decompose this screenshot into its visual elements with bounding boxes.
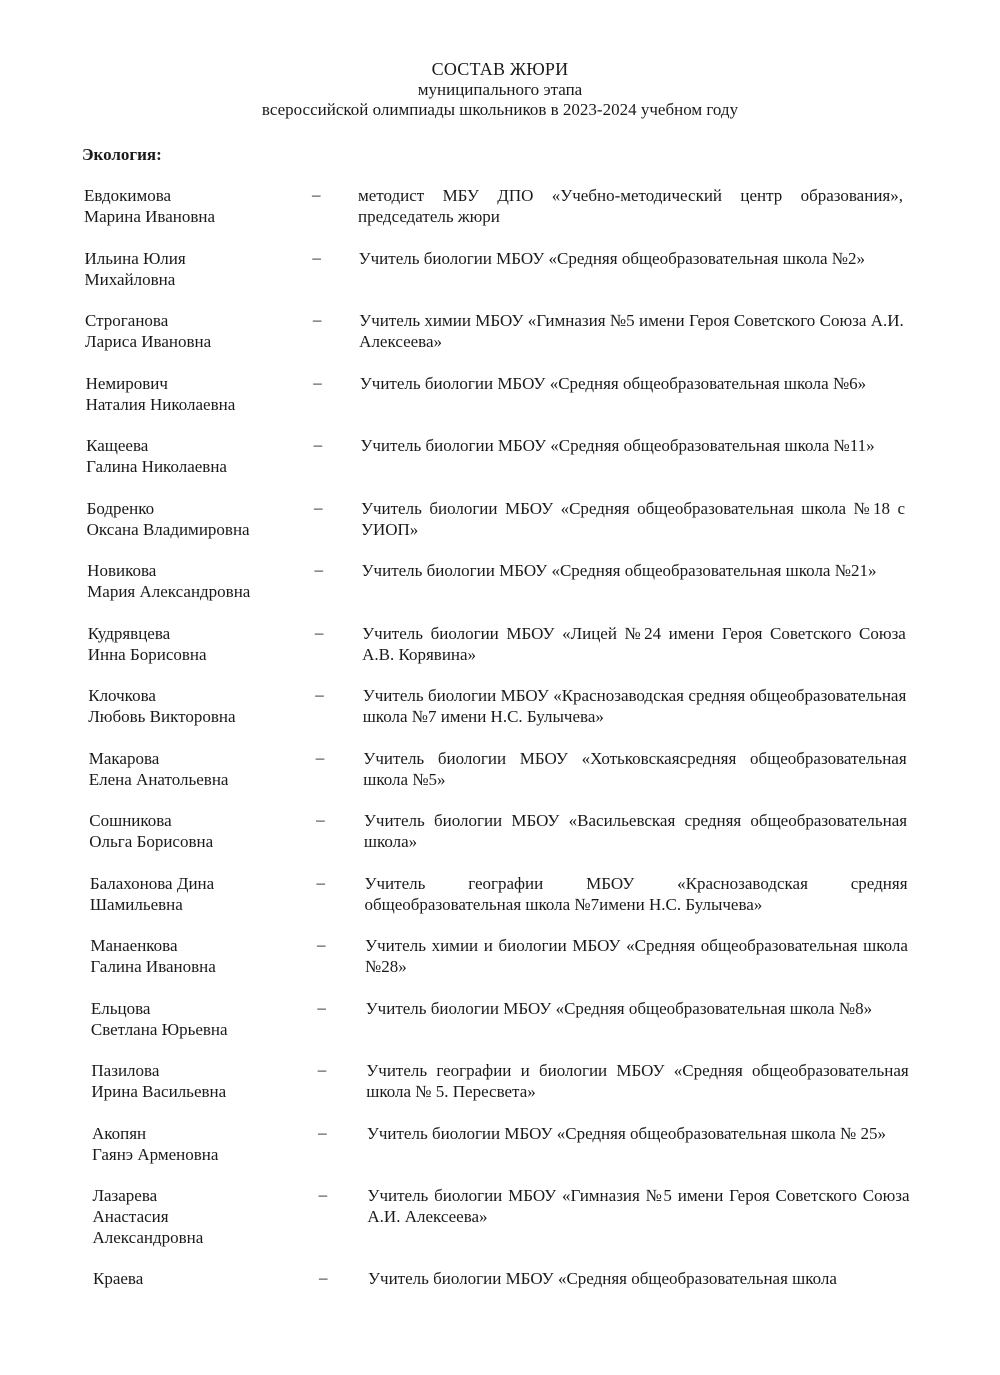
member-name-line: Кащеева: [86, 436, 149, 455]
member-name-line: Елена Анатольевна: [88, 770, 229, 789]
member-name: [90, 873, 320, 915]
member-role: Учитель биологии МБОУ «Краснозаводская средняя общеобразовательная школа №7 имени Н.С. Булычева»: [362, 686, 907, 726]
jury-member: [0, 248, 1000, 308]
member-name: [86, 435, 316, 477]
jury-member: [0, 998, 1000, 1058]
member-role: Учитель биологии МБОУ «Средняя общеобразовательная школа №8»: [365, 999, 873, 1018]
member-name-line: Евдокимова: [84, 186, 172, 205]
dash-separator: –: [316, 873, 326, 892]
dash-separator: –: [312, 310, 322, 329]
member-name: [91, 1060, 321, 1102]
member-role: Учитель биологии МБОУ «Средняя общеобразовательная школа №11»: [360, 436, 875, 455]
jury-member: [0, 1185, 1000, 1245]
member-name: [93, 1268, 323, 1289]
member-name-line: Балахонова Дина: [89, 874, 215, 893]
member-name-line: Макарова: [88, 749, 160, 768]
member-name: [92, 1123, 322, 1165]
member-name-line: Бодренко: [86, 499, 155, 518]
member-role: Учитель географии и биологии МБОУ «Средняя общеобразовательная школа № 5. Пересвета»: [366, 1061, 909, 1101]
jury-member: [0, 1268, 1000, 1328]
jury-member: [0, 935, 1000, 995]
dash-separator: –: [313, 435, 323, 454]
member-role: Учитель географии МБОУ «Краснозаводская средняя общеобразовательная школа №7имени Н.С. Булычева»: [364, 874, 908, 914]
member-name-line: Ольга Борисовна: [89, 832, 214, 851]
member-role: Учитель биологии МБОУ «Средняя общеобразовательная школа №21»: [361, 561, 877, 580]
dash-separator: –: [312, 185, 321, 204]
member-name-line: Галина Николаевна: [86, 457, 227, 476]
member-name-line: Манаенкова: [90, 936, 178, 955]
member-name-line: Новикова: [87, 561, 157, 580]
member-role: Учитель химии и биологии МБОУ «Средняя общеобразовательная школа №28»: [365, 936, 908, 976]
member-name-line: Любовь Викторовна: [88, 707, 236, 726]
dash-separator: –: [312, 248, 321, 267]
member-role: методист МБУ ДПО «Учебно-методический центр образования», председатель жюри: [358, 186, 903, 226]
jury-member: [0, 748, 1000, 808]
member-name-line: Наталия Николаевна: [85, 395, 236, 414]
member-name: [84, 185, 314, 227]
member-name-line: Мария Александровна: [87, 582, 251, 601]
document-subtitle-line-1: муниципального этапа: [417, 80, 583, 99]
dash-separator: –: [316, 810, 325, 829]
jury-member: [0, 373, 1000, 433]
jury-member: [0, 560, 1000, 620]
jury-member: [0, 685, 1000, 745]
member-role: Учитель химии МБОУ «Гимназия №5 имени Героя Советского Союза А.И. Алексеева»: [359, 311, 904, 351]
member-name: [88, 623, 318, 665]
member-name: [91, 998, 321, 1040]
member-name-line: Пазилова: [91, 1061, 160, 1080]
member-name: [88, 685, 318, 727]
member-name-line: Немирович: [85, 374, 168, 393]
dash-separator: –: [315, 748, 325, 767]
member-name-line: Кудрявцева: [87, 624, 171, 643]
member-role: Учитель биологии МБОУ «Хотьковскаясредняя общеобразовательная школа №5»: [363, 749, 907, 789]
dash-separator: –: [315, 685, 324, 704]
member-name-line: Ильина Юлия: [84, 249, 186, 268]
dash-separator: –: [317, 1060, 327, 1079]
document-title: СОСТАВ ЖЮРИ: [431, 59, 569, 79]
jury-member: [0, 185, 1000, 245]
jury-member: [0, 1123, 1000, 1183]
member-name-line: Галина Ивановна: [90, 957, 216, 976]
member-name: [85, 248, 315, 290]
jury-member: [0, 810, 1000, 870]
member-name-line: Михайловна: [84, 270, 176, 289]
member-name-line: Анастасия: [92, 1207, 169, 1226]
member-name-line: Гаянэ Арменовна: [91, 1145, 219, 1164]
member-name-line: Лариса Ивановна: [85, 332, 212, 351]
member-name: [87, 560, 317, 602]
member-name: [90, 935, 320, 977]
member-name-line: Инна Борисовна: [87, 645, 207, 664]
dash-separator: –: [314, 623, 324, 642]
member-name-line: Краева: [93, 1269, 144, 1288]
member-role: Учитель биологии МБОУ «Васильевская средняя общеобразовательная школа»: [363, 811, 908, 851]
member-name: [89, 748, 319, 790]
member-name-line: Акопян: [91, 1124, 147, 1143]
member-name-line: Оксана Владимировна: [86, 520, 250, 539]
jury-member: [0, 310, 1000, 370]
jury-member: [0, 1060, 1000, 1120]
dash-separator: –: [313, 373, 322, 392]
member-role: Учитель биологии МБОУ «Средняя общеобразовательная школа № 25»: [366, 1124, 886, 1143]
member-name: [92, 1185, 322, 1248]
member-name: [85, 310, 315, 352]
document-subtitle-line-2: всероссийской олимпиады школьников в 2023-2024 учебном году: [261, 100, 739, 119]
member-name-line: Шамильевна: [89, 895, 183, 914]
member-name-line: Ельцова: [90, 999, 151, 1018]
member-name: [89, 810, 319, 852]
jury-member: [0, 873, 1000, 933]
member-name-line: Лазарева: [92, 1186, 158, 1205]
dash-separator: –: [314, 560, 323, 579]
member-name-line: Марина Ивановна: [84, 207, 216, 226]
jury-member: [0, 498, 1000, 558]
member-role: Учитель биологии МБОУ «Средняя общеобразовательная школа: [368, 1269, 837, 1288]
member-name-line: Клочкова: [88, 686, 156, 705]
jury-member: [0, 435, 1000, 495]
member-name-line: Сошникова: [89, 811, 172, 830]
member-name-line: Светлана Юрьевна: [90, 1020, 228, 1039]
member-role: Учитель биологии МБОУ «Средняя общеобразовательная школа №2»: [358, 249, 866, 268]
section-heading: Экология:: [82, 145, 162, 164]
dash-separator: –: [319, 1268, 328, 1287]
member-role: Учитель биологии МБОУ «Лицей №24 имени Героя Советского Союза А.В. Корявина»: [362, 624, 906, 664]
member-name-line: Александровна: [92, 1228, 204, 1247]
member-name: [86, 373, 316, 415]
member-name: [87, 498, 317, 540]
dash-separator: –: [318, 1123, 327, 1142]
member-name-line: Ирина Васильевна: [91, 1082, 227, 1101]
dash-separator: –: [314, 498, 323, 517]
member-role: Учитель биологии МБОУ «Средняя общеобразовательная школа №18 с УИОП»: [360, 499, 906, 539]
jury-member: [0, 623, 1000, 683]
member-name-line: Строганова: [85, 311, 169, 330]
dash-separator: –: [318, 1185, 328, 1204]
member-role: Учитель биологии МБОУ «Гимназия №5 имени Героя Советского Союза А.И. Алексеева»: [367, 1186, 910, 1226]
dash-separator: –: [317, 998, 326, 1017]
dash-separator: –: [316, 935, 326, 954]
member-role: Учитель биологии МБОУ «Средняя общеобразовательная школа №6»: [359, 374, 867, 393]
